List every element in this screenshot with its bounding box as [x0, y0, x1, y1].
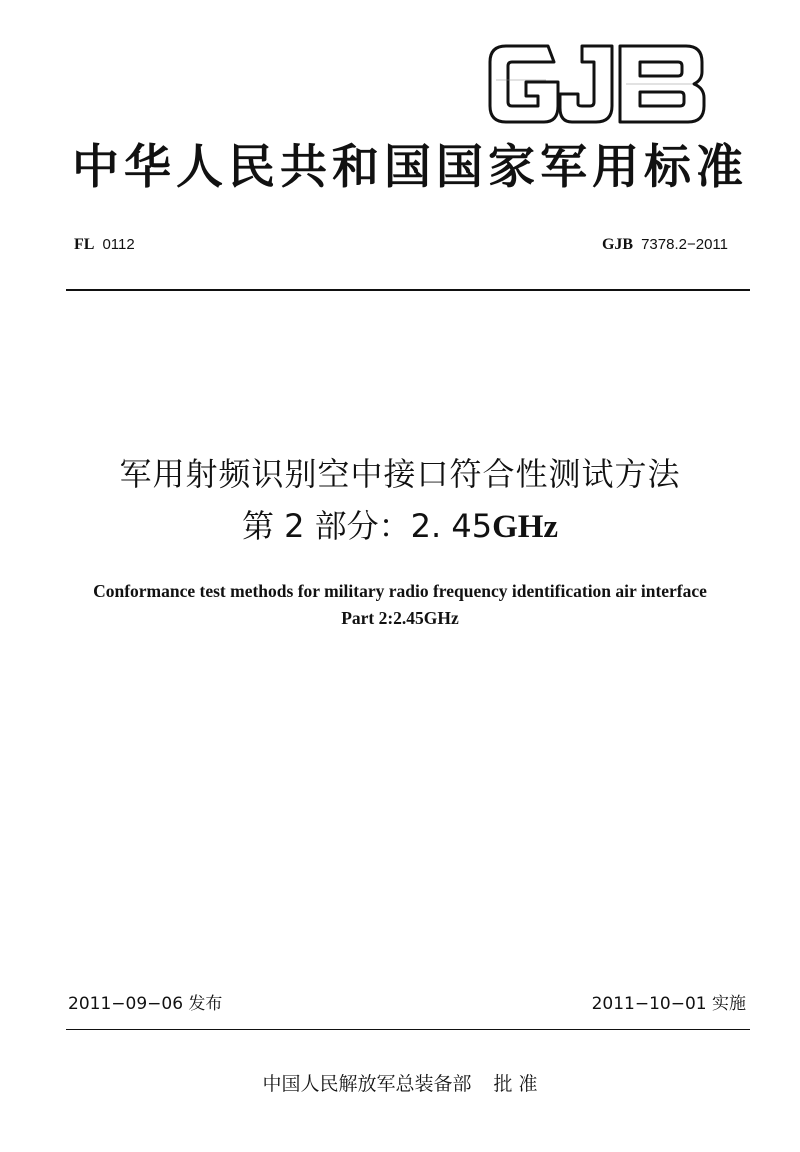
document-title-cn-unit: GHz [492, 509, 559, 545]
standard-header-title: 中华人民共和国国家军用标准 [72, 140, 748, 195]
document-title-cn-part: 第 2 部分：2. 45 [241, 507, 493, 545]
document-title-en-line2: Part 2:2.45GHz [341, 608, 459, 628]
document-title-cn-line1: 军用射频识别空中接口符合性测试方法 [119, 455, 681, 493]
classification-code-number: 0112 [102, 236, 135, 253]
approving-authority [100, 1070, 700, 1098]
standard-number-prefix: GJB [601, 236, 634, 253]
approving-authority-name: 中国人民解放军总装备部 [262, 1073, 472, 1095]
effective-date: 2011−10−01 实施 [591, 994, 746, 1014]
approval-label: 批 准 [493, 1073, 538, 1095]
issue-date: 2011−09−06 发布 [68, 994, 223, 1014]
standard-number [602, 233, 728, 255]
classification-code-prefix: FL [74, 236, 95, 253]
bottom-divider [66, 1029, 750, 1030]
top-divider [66, 289, 750, 291]
standard-number-value: 7378.2−2011 [641, 236, 728, 253]
gjb-logo-graphic [486, 40, 708, 126]
gjb-logo [486, 40, 708, 126]
document-title-en-line1: Conformance test methods for military radio frequency identification air interface [93, 581, 707, 601]
classification-code [74, 233, 135, 255]
document-title-cn-line2 [40, 504, 760, 549]
